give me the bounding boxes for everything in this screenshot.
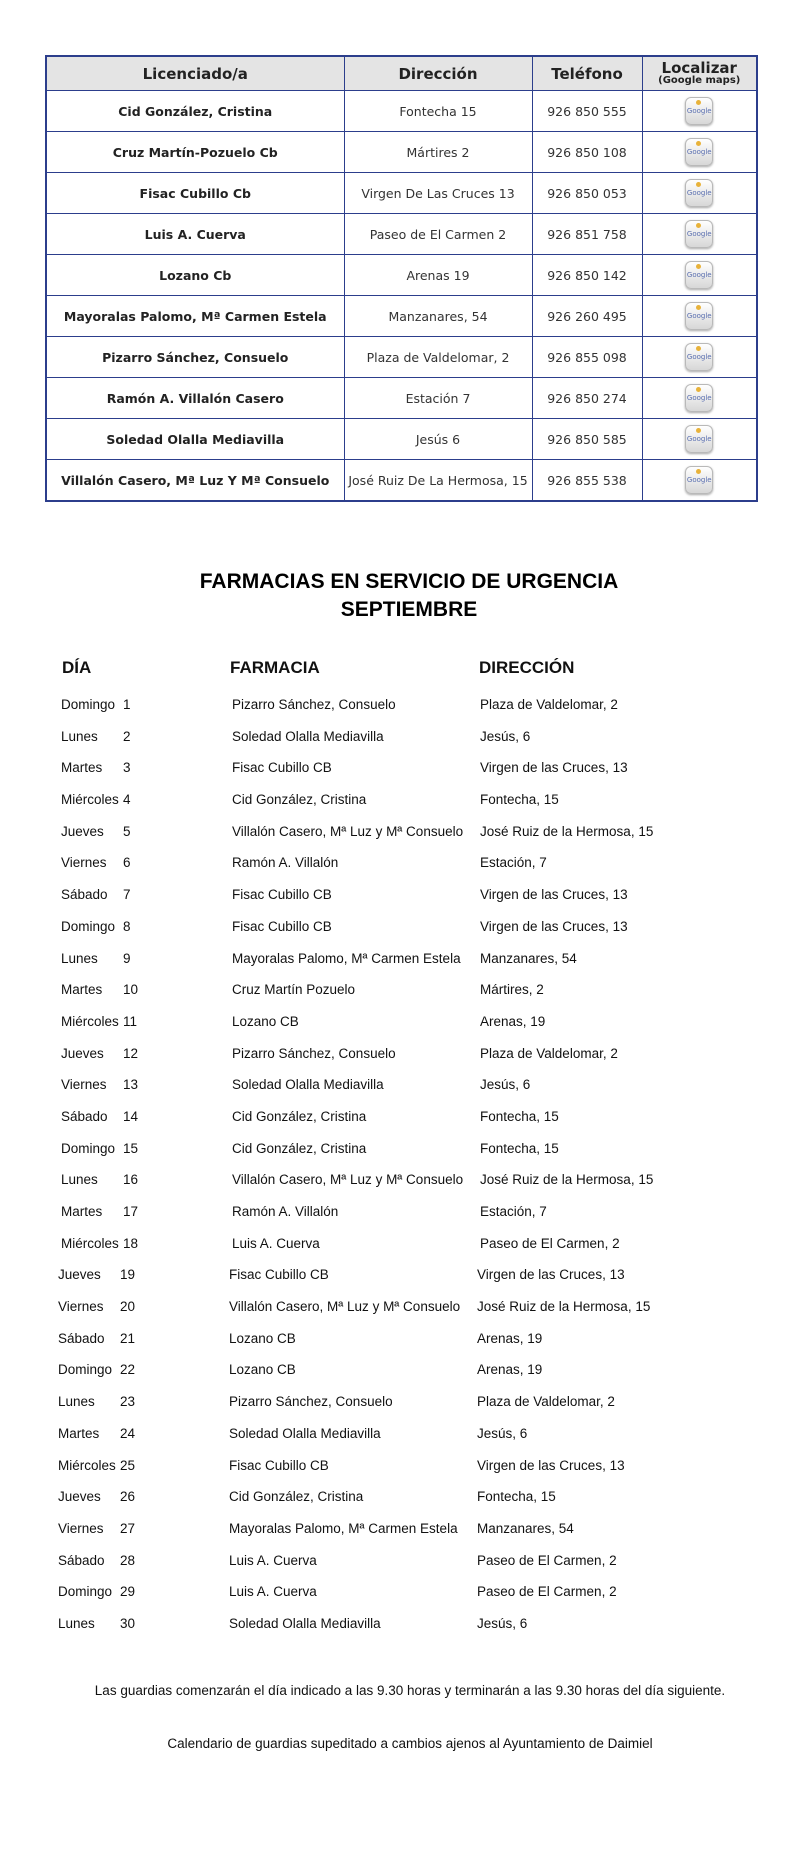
list-item [0,1553,800,1585]
pharmacy-name: Lozano CB [229,1362,296,1378]
day-number: 23 [120,1394,136,1410]
phone-cell: 926 850 053 [532,173,642,214]
pharmacy-address: Arenas, 19 [477,1362,543,1378]
pharmacy-name: Ramón A. Villalón [232,855,339,871]
licenciado-name: Soledad Olalla Mediavilla [46,419,344,460]
header-licenciado: Licenciado/a [46,56,344,91]
table-row [46,214,757,255]
pharmacy-address: Manzanares, 54 [480,950,577,966]
licenciado-name: Cid González, Cristina [46,91,344,132]
google-maps-icon[interactable]: Google [685,343,713,371]
day-number: 24 [120,1425,136,1441]
day-number: 11 [123,1013,138,1029]
day-name: Domingo [61,697,116,712]
table-row [46,296,757,337]
header-direccion: Dirección [344,56,532,91]
pharmacy-address: Paseo de El Carmen, 2 [477,1552,617,1568]
pharmacy-address: Arenas, 19 [480,1013,546,1029]
pharmacy-name: Fisac Cubillo CB [229,1457,329,1473]
list-item [0,760,800,792]
google-maps-icon[interactable]: Google [685,179,713,207]
list-item [0,729,800,761]
pharmacy-address: Virgen de las Cruces, 13 [477,1457,625,1473]
list-item [0,1299,800,1331]
day-number: 26 [120,1489,136,1505]
day-number: 15 [123,1140,139,1156]
address-cell: José Ruiz De La Hermosa, 15 [344,460,532,502]
day-number: 2 [123,728,131,744]
day-name: Viernes [58,1520,104,1536]
day-name: Viernes [61,1077,107,1093]
day-name: Miércoles [61,1013,119,1029]
pharmacy-address: Virgen de las Cruces, 13 [480,918,628,934]
google-maps-icon[interactable]: Google [685,302,713,330]
day-name: Domingo [61,1140,116,1156]
column-header-address: DIRECCIÓN [479,658,575,677]
address-cell: Paseo de El Carmen 2 [344,214,532,255]
phone-cell: 926 850 555 [532,91,642,132]
day-number: 3 [123,760,131,776]
google-maps-icon[interactable]: Google [685,261,713,289]
day-name: Sábado [61,1108,108,1124]
day-number: 5 [123,823,131,839]
disclaimer-note: Calendario de guardias supeditado a cambios ajenos al Ayuntamiento de Daimiel [167,1736,653,1751]
locate-cell [642,91,757,132]
locate-cell [642,296,757,337]
day-name: Sábado [58,1552,105,1568]
list-item [0,1458,800,1490]
phone-cell: 926 260 495 [532,296,642,337]
pharmacy-address: Plaza de Valdelomar, 2 [477,1394,615,1410]
pharmacy-name: Pizarro Sánchez, Consuelo [232,1045,396,1061]
google-maps-icon[interactable]: Google [685,97,713,125]
pharmacy-address: Virgen de las Cruces, 13 [480,760,628,776]
list-item [0,919,800,951]
pharmacy-name: Luis A. Cuerva [229,1552,317,1568]
list-item [0,982,800,1014]
licenciado-name: Villalón Casero, Mª Luz Y Mª Consuelo [46,460,344,502]
day-number: 8 [123,918,131,934]
pharmacy-address: Fontecha, 15 [480,1108,559,1124]
phone-cell: 926 850 274 [532,378,642,419]
day-number: 22 [120,1362,136,1378]
pharmacy-address: José Ruiz de la Hermosa, 15 [480,1172,654,1188]
address-cell: Mártires 2 [344,132,532,173]
table-row [46,132,757,173]
day-number: 1 [123,697,131,712]
day-number: 7 [123,887,131,903]
pharmacy-name: Luis A. Cuerva [232,1235,320,1251]
table-row [46,91,757,132]
pharmacy-address: Plaza de Valdelomar, 2 [480,697,618,712]
column-header-pharmacy: FARMACIA [230,658,320,677]
locate-cell [642,337,757,378]
pharmacy-name: Soledad Olalla Mediavilla [232,728,384,744]
list-item [0,1426,800,1458]
day-name: Jueves [61,823,104,839]
pharmacy-name: Fisac Cubillo CB [232,760,332,776]
list-item [0,1267,800,1299]
pharmacy-address: Jesús, 6 [480,728,531,744]
pharmacy-address: Fontecha, 15 [480,1140,559,1156]
column-header-day: DÍA [62,658,92,677]
day-name: Sábado [61,887,108,903]
list-item [0,951,800,983]
address-cell: Virgen De Las Cruces 13 [344,173,532,214]
day-name: Martes [61,982,103,998]
table-row [46,337,757,378]
pharmacy-directory-table [45,55,758,502]
pharmacy-name: Villalón Casero, Mª Luz y Mª Consuelo [229,1299,461,1315]
list-item [0,1109,800,1141]
header-telefono: Teléfono [532,56,642,91]
list-item [0,1394,800,1426]
day-number: 27 [120,1520,136,1536]
pharmacy-name: Soledad Olalla Mediavilla [229,1425,381,1441]
day-number: 13 [123,1077,139,1093]
locate-cell [642,214,757,255]
locate-cell [642,378,757,419]
day-name: Lunes [58,1615,95,1631]
phone-cell: 926 855 538 [532,460,642,502]
day-name: Domingo [58,1362,113,1378]
list-item [0,1521,800,1553]
pharmacy-address: Virgen de las Cruces, 13 [477,1267,625,1283]
address-cell: Manzanares, 54 [344,296,532,337]
pharmacy-name: Pizarro Sánchez, Consuelo [229,1394,393,1410]
directory-header-row [46,56,757,91]
list-item [0,1489,800,1521]
table-row [46,378,757,419]
day-name: Miércoles [61,1235,119,1251]
list-item [0,1077,800,1109]
list-item [0,1362,800,1394]
day-name: Martes [58,1425,100,1441]
locate-cell [642,419,757,460]
day-number: 19 [120,1267,136,1283]
locate-cell [642,132,757,173]
phone-cell: 926 850 108 [532,132,642,173]
licenciado-name: Ramón A. Villalón Casero [46,378,344,419]
day-name: Viernes [58,1299,104,1315]
phone-cell: 926 850 142 [532,255,642,296]
day-name: Martes [61,1204,103,1219]
day-number: 10 [123,982,139,998]
day-name: Miércoles [61,792,119,808]
list-item [0,1331,800,1363]
list-item [0,1204,800,1236]
pharmacy-name: Cid González, Cristina [232,792,367,808]
pharmacy-address: Jesús, 6 [477,1425,528,1441]
google-maps-icon[interactable]: Google [685,138,713,166]
pharmacy-name: Cid González, Cristina [232,1140,367,1156]
day-number: 16 [123,1172,139,1188]
header-localizar-sub: (Google maps) [658,75,741,86]
pharmacy-name: Villalón Casero, Mª Luz y Mª Consuelo [232,1172,464,1188]
pharmacy-address: Virgen de las Cruces, 13 [480,887,628,903]
pharmacy-address: Plaza de Valdelomar, 2 [480,1045,618,1061]
pharmacy-name: Lozano CB [229,1330,296,1346]
pharmacy-name: Soledad Olalla Mediavilla [232,1077,384,1093]
pharmacy-address: Manzanares, 54 [477,1520,574,1536]
table-row [46,173,757,214]
locate-cell [642,255,757,296]
day-number: 21 [120,1330,136,1346]
pharmacy-name: Villalón Casero, Mª Luz y Mª Consuelo [232,823,464,839]
day-name: Miércoles [58,1457,116,1473]
address-cell: Estación 7 [344,378,532,419]
day-name: Jueves [61,1045,104,1061]
pharmacy-address: José Ruiz de la Hermosa, 15 [477,1299,651,1315]
day-name: Domingo [58,1584,113,1600]
table-row [46,460,757,502]
licenciado-name: Mayoralas Palomo, Mª Carmen Estela [46,296,344,337]
day-number: 20 [120,1299,136,1315]
list-item [0,1616,800,1648]
pharmacy-name: Ramón A. Villalón [232,1204,339,1219]
pharmacy-address: Arenas, 19 [477,1330,543,1346]
pharmacy-name: Fisac Cubillo CB [232,887,332,903]
day-name: Lunes [61,1172,98,1188]
day-number: 18 [123,1235,139,1251]
licenciado-name: Lozano Cb [46,255,344,296]
google-maps-icon[interactable]: Google [685,384,713,412]
phone-cell: 926 851 758 [532,214,642,255]
day-name: Jueves [58,1489,101,1505]
day-number: 12 [123,1045,139,1061]
day-number: 29 [120,1584,136,1600]
day-name: Sábado [58,1330,105,1346]
list-item [0,1046,800,1078]
day-number: 17 [123,1204,139,1219]
google-maps-icon[interactable]: Google [685,220,713,248]
urgency-title: FARMACIAS EN SERVICIO DE URGENCIA [199,570,619,593]
day-number: 28 [120,1552,136,1568]
pharmacy-address: Estación, 7 [480,855,547,871]
header-localizar [642,56,757,91]
list-item [0,792,800,824]
licenciado-name: Luis A. Cuerva [46,214,344,255]
address-cell: Jesús 6 [344,419,532,460]
phone-cell: 926 855 098 [532,337,642,378]
list-item [0,1141,800,1173]
pharmacy-name: Soledad Olalla Mediavilla [229,1615,381,1631]
list-item [0,1014,800,1046]
day-number: 30 [120,1615,136,1631]
pharmacy-address: José Ruiz de la Hermosa, 15 [480,823,654,839]
locate-cell [642,173,757,214]
day-name: Viernes [61,855,107,871]
pharmacy-name: Fisac Cubillo CB [229,1267,329,1283]
licenciado-name: Fisac Cubillo Cb [46,173,344,214]
pharmacy-name: Mayoralas Palomo, Mª Carmen Estela [232,950,461,966]
pharmacy-name: Pizarro Sánchez, Consuelo [232,697,396,712]
list-item [0,855,800,887]
urgency-month: SEPTIEMBRE [340,598,478,621]
pharmacy-name: Fisac Cubillo CB [232,918,332,934]
day-name: Domingo [61,918,116,934]
day-number: 25 [120,1457,136,1473]
pharmacy-name: Cid González, Cristina [232,1108,367,1124]
licenciado-name: Cruz Martín-Pozuelo Cb [46,132,344,173]
pharmacy-name: Luis A. Cuerva [229,1584,317,1600]
licenciado-name: Pizarro Sánchez, Consuelo [46,337,344,378]
list-item [0,824,800,856]
list-item [0,887,800,919]
google-maps-icon[interactable]: Google [685,466,713,494]
day-number: 6 [123,855,131,871]
day-number: 9 [123,950,131,966]
pharmacy-address: Jesús, 6 [477,1615,528,1631]
pharmacy-address: Mártires, 2 [480,982,544,998]
phone-cell: 926 850 585 [532,419,642,460]
pharmacy-name: Cruz Martín Pozuelo [232,982,356,998]
day-name: Martes [61,760,103,776]
address-cell: Arenas 19 [344,255,532,296]
pharmacy-name: Cid González, Cristina [229,1489,364,1505]
schedule-note: Las guardias comenzarán el día indicado a las 9.30 horas y terminarán a las 9.30 horas del día siguiente. [94,1683,726,1698]
address-cell: Fontecha 15 [344,91,532,132]
pharmacy-address: Estación, 7 [480,1204,547,1219]
pharmacy-address: Fontecha, 15 [477,1489,556,1505]
day-name: Lunes [61,950,98,966]
day-name: Lunes [58,1394,95,1410]
day-name: Jueves [58,1267,101,1283]
header-localizar-label: Localizar [661,59,737,77]
list-item [0,697,800,729]
list-item [0,1172,800,1204]
locate-cell [642,460,757,502]
table-row [46,255,757,296]
pharmacy-name: Lozano CB [232,1013,299,1029]
pharmacy-address: Paseo de El Carmen, 2 [477,1584,617,1600]
day-name: Lunes [61,728,98,744]
google-maps-icon[interactable]: Google [685,425,713,453]
pharmacy-name: Mayoralas Palomo, Mª Carmen Estela [229,1520,458,1536]
pharmacy-address: Paseo de El Carmen, 2 [480,1235,620,1251]
table-row [46,419,757,460]
address-cell: Plaza de Valdelomar, 2 [344,337,532,378]
list-item [0,1236,800,1268]
list-item [0,1584,800,1616]
pharmacy-address: Fontecha, 15 [480,792,559,808]
day-number: 4 [123,792,131,808]
day-number: 14 [123,1108,139,1124]
pharmacy-address: Jesús, 6 [480,1077,531,1093]
urgency-schedule-list [0,697,800,1648]
